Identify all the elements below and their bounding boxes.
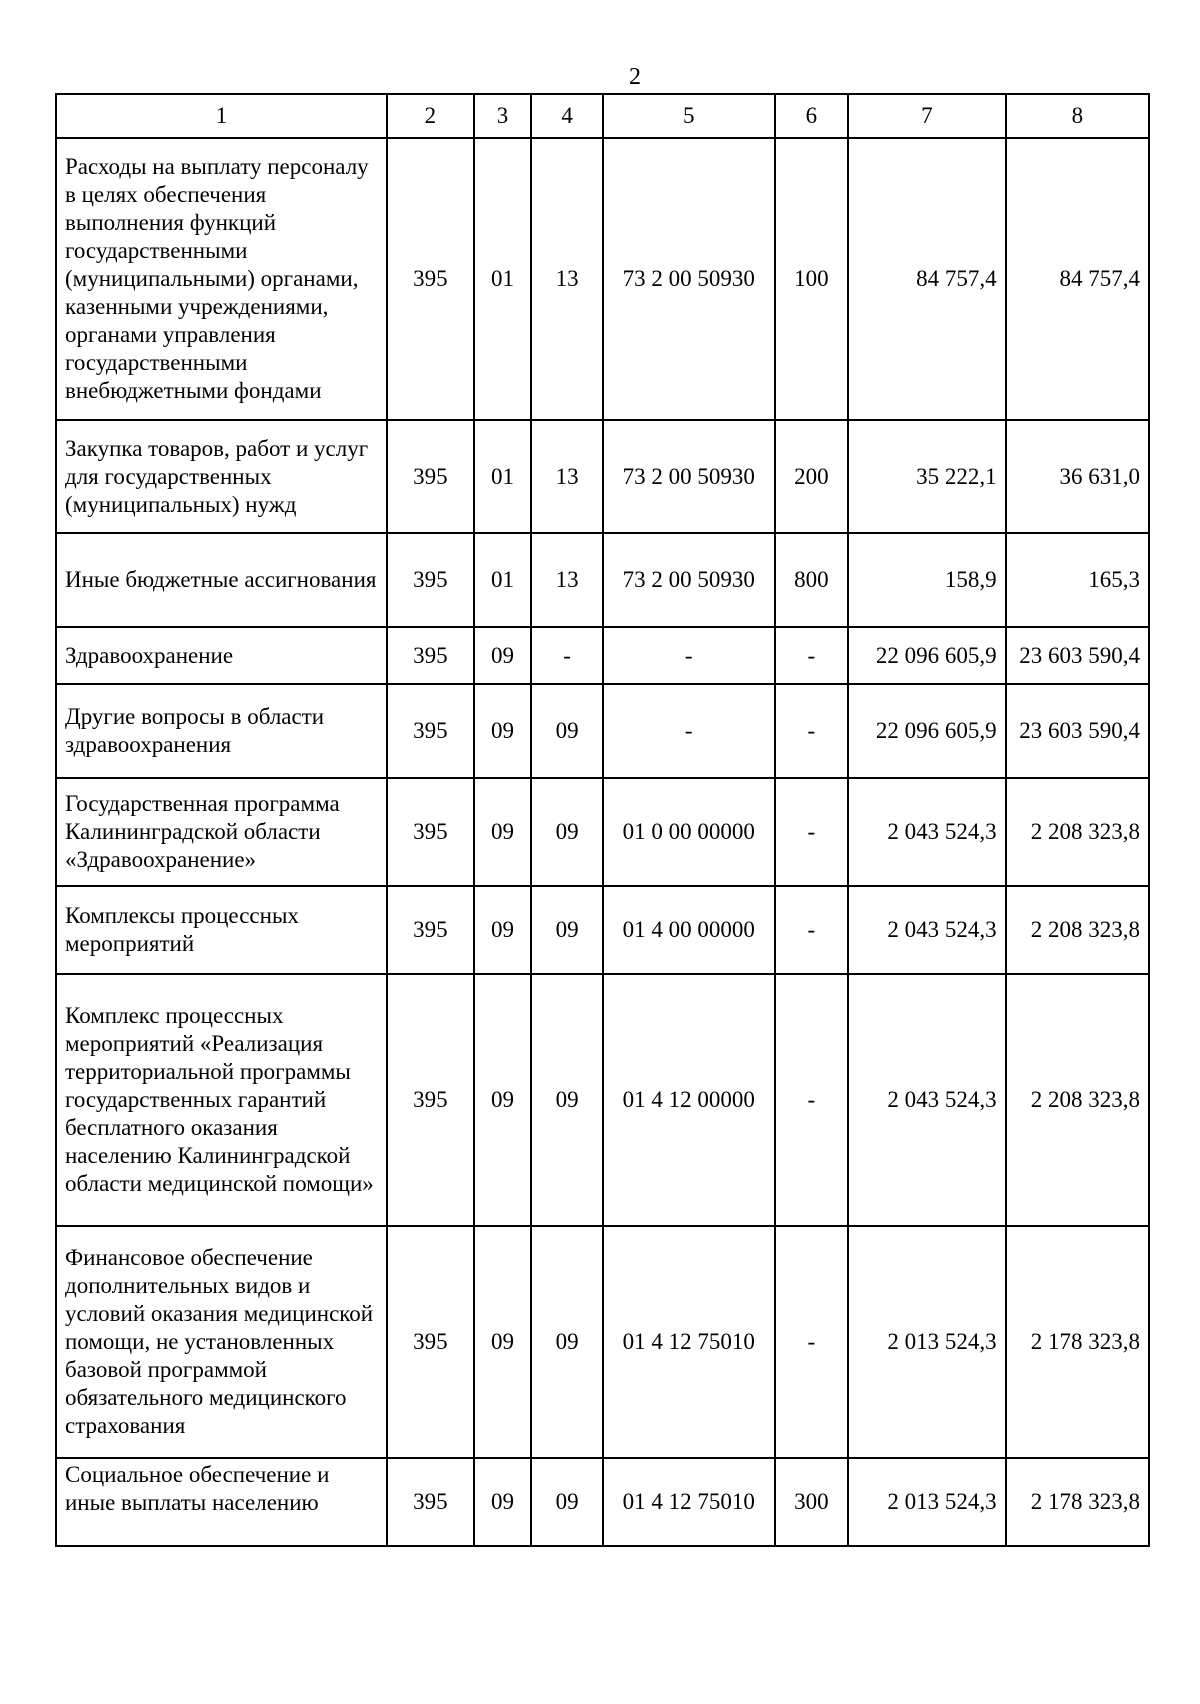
row-name: Социальное обеспечение и иные выплаты населению [56, 1458, 387, 1546]
budget-table [55, 93, 1150, 1547]
cell-pr: 09 [531, 778, 603, 886]
cell-csr: 73 2 00 50930 [603, 420, 775, 533]
table-row [56, 533, 1149, 627]
header-cell: 3 [474, 94, 532, 138]
cell-amount-2: 2 178 323,8 [1006, 1226, 1149, 1458]
table-row [56, 138, 1149, 420]
cell-ved: 395 [387, 886, 474, 974]
cell-amount-1: 2 043 524,3 [848, 886, 1005, 974]
cell-csr: 01 4 12 75010 [603, 1226, 775, 1458]
cell-amount-1: 2 043 524,3 [848, 974, 1005, 1226]
cell-pr: 09 [531, 974, 603, 1226]
table-row [56, 974, 1149, 1226]
cell-csr: 73 2 00 50930 [603, 138, 775, 420]
table-row [56, 627, 1149, 684]
row-name: Расходы на выплату персоналу в целях обеспечения выполнения функций государственными (муниципальными) органами, казенными учреждениями, органами управления государственными внебюджетными фондами [56, 138, 387, 420]
cell-amount-2: 2 208 323,8 [1006, 974, 1149, 1226]
cell-amount-2: 2 178 323,8 [1006, 1458, 1149, 1546]
cell-amount-1: 158,9 [848, 533, 1005, 627]
cell-rz: 09 [474, 684, 532, 778]
cell-amount-2: 36 631,0 [1006, 420, 1149, 533]
cell-vr: 200 [775, 420, 849, 533]
cell-rz: 09 [474, 974, 532, 1226]
cell-rz: 09 [474, 627, 532, 684]
cell-pr: 13 [531, 533, 603, 627]
cell-pr: - [531, 627, 603, 684]
cell-ved: 395 [387, 533, 474, 627]
table-row [56, 1226, 1149, 1458]
cell-vr: - [775, 778, 849, 886]
cell-rz: 01 [474, 533, 532, 627]
cell-amount-1: 35 222,1 [848, 420, 1005, 533]
cell-csr: 01 4 00 00000 [603, 886, 775, 974]
cell-amount-2: 23 603 590,4 [1006, 684, 1149, 778]
cell-csr: - [603, 684, 775, 778]
table-row [56, 778, 1149, 886]
cell-rz: 01 [474, 138, 532, 420]
cell-pr: 13 [531, 420, 603, 533]
cell-ved: 395 [387, 420, 474, 533]
row-name: Иные бюджетные ассигнования [56, 533, 387, 627]
row-name: Другие вопросы в области здравоохранения [56, 684, 387, 778]
cell-rz: 09 [474, 1226, 532, 1458]
cell-vr: - [775, 627, 849, 684]
header-cell: 2 [387, 94, 474, 138]
cell-vr: 300 [775, 1458, 849, 1546]
cell-vr: - [775, 1226, 849, 1458]
cell-amount-2: 2 208 323,8 [1006, 778, 1149, 886]
header-cell: 5 [603, 94, 775, 138]
table-row [56, 420, 1149, 533]
cell-rz: 09 [474, 886, 532, 974]
cell-amount-1: 84 757,4 [848, 138, 1005, 420]
row-name: Здравоохранение [56, 627, 387, 684]
cell-vr: 100 [775, 138, 849, 420]
cell-pr: 13 [531, 138, 603, 420]
cell-rz: 01 [474, 420, 532, 533]
row-name: Финансовое обеспечение дополнительных видов и условий оказания медицинской помощи, не установленных базовой программой обязательного медицинского страхования [56, 1226, 387, 1458]
cell-pr: 09 [531, 1226, 603, 1458]
cell-amount-1: 2 013 524,3 [848, 1226, 1005, 1458]
cell-ved: 395 [387, 778, 474, 886]
row-name: Государственная программа Калининградской области «Здравоохранение» [56, 778, 387, 886]
cell-ved: 395 [387, 138, 474, 420]
header-row [56, 94, 1149, 138]
cell-pr: 09 [531, 886, 603, 974]
cell-vr: - [775, 684, 849, 778]
cell-amount-1: 22 096 605,9 [848, 684, 1005, 778]
cell-vr: 800 [775, 533, 849, 627]
cell-ved: 395 [387, 627, 474, 684]
header-cell: 8 [1006, 94, 1149, 138]
cell-amount-2: 165,3 [1006, 533, 1149, 627]
cell-amount-2: 2 208 323,8 [1006, 886, 1149, 974]
page-number: 2 [629, 64, 641, 90]
cell-amount-1: 2 013 524,3 [848, 1458, 1005, 1546]
cell-rz: 09 [474, 778, 532, 886]
cell-csr: 73 2 00 50930 [603, 533, 775, 627]
table-row [56, 684, 1149, 778]
cell-amount-2: 84 757,4 [1006, 138, 1149, 420]
cell-ved: 395 [387, 1226, 474, 1458]
cell-vr: - [775, 974, 849, 1226]
header-cell: 4 [531, 94, 603, 138]
cell-vr: - [775, 886, 849, 974]
cell-pr: 09 [531, 1458, 603, 1546]
cell-amount-1: 2 043 524,3 [848, 778, 1005, 886]
cell-csr: 01 4 12 00000 [603, 974, 775, 1226]
table-row [56, 886, 1149, 974]
header-cell: 6 [775, 94, 849, 138]
cell-amount-2: 23 603 590,4 [1006, 627, 1149, 684]
cell-rz: 09 [474, 1458, 532, 1546]
row-name: Комплексы процессных мероприятий [56, 886, 387, 974]
cell-ved: 395 [387, 684, 474, 778]
row-name: Закупка товаров, работ и услуг для государственных (муниципальных) нужд [56, 420, 387, 533]
header-cell: 1 [56, 94, 387, 138]
cell-pr: 09 [531, 684, 603, 778]
header-cell: 7 [848, 94, 1005, 138]
row-name: Комплекс процессных мероприятий «Реализация территориальной программы государственных гарантий бесплатного оказания населению Калининградской области медицинской помощи» [56, 974, 387, 1226]
table-row [56, 1458, 1149, 1546]
cell-csr: 01 0 00 00000 [603, 778, 775, 886]
cell-amount-1: 22 096 605,9 [848, 627, 1005, 684]
cell-csr: - [603, 627, 775, 684]
cell-csr: 01 4 12 75010 [603, 1458, 775, 1546]
cell-ved: 395 [387, 1458, 474, 1546]
cell-ved: 395 [387, 974, 474, 1226]
